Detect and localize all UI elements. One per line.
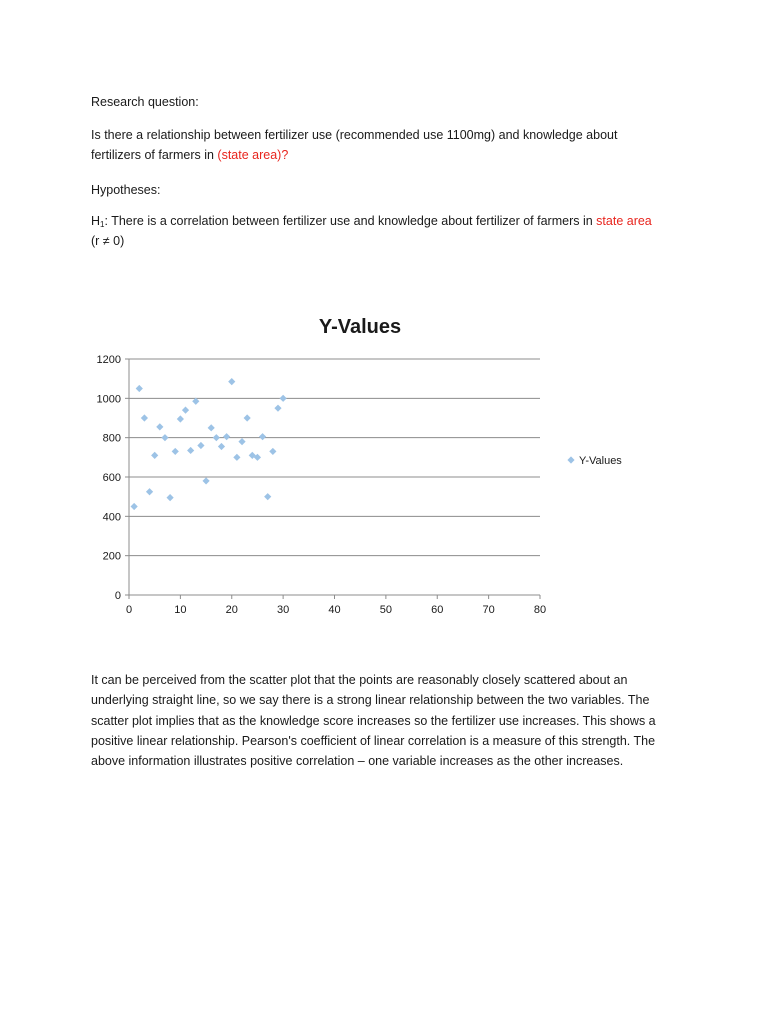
y-tick-label: 800 — [102, 432, 121, 445]
y-tick-label: 200 — [102, 550, 121, 563]
data-point — [208, 424, 215, 431]
y-axis-tick-labels — [97, 354, 121, 602]
x-tick-label: 30 — [277, 604, 290, 616]
y-tick-label: 1000 — [96, 393, 121, 406]
h1-state-area-highlight: state area — [596, 214, 652, 228]
research-question-heading-text: Research question: — [91, 95, 199, 109]
x-tick-label: 50 — [379, 604, 392, 616]
chart-axes — [125, 359, 540, 599]
data-point — [259, 433, 266, 440]
research-question-heading — [91, 92, 199, 112]
x-tick-label: 60 — [431, 604, 444, 616]
x-tick-label: 80 — [533, 604, 547, 616]
data-points — [131, 378, 287, 510]
data-point — [223, 433, 230, 440]
data-point — [161, 434, 168, 441]
data-point — [187, 447, 194, 454]
state-area-highlight: (state area)? — [217, 148, 289, 162]
analysis-line: It can be perceived from the scatter plot that the points are reasonably closely scattered about an — [91, 673, 628, 687]
y-tick-label: 1200 — [96, 354, 121, 366]
research-question-line-2 — [91, 145, 288, 165]
hypotheses-heading — [91, 180, 160, 200]
data-point — [172, 448, 179, 455]
y-tick-label: 0 — [114, 590, 121, 602]
data-point — [280, 395, 287, 402]
y-tick-label: 400 — [102, 511, 121, 524]
y-tick-label: 600 — [102, 472, 121, 484]
hypothesis-h1-line-2 — [91, 231, 124, 251]
x-tick-label: 10 — [174, 604, 187, 616]
data-point — [202, 477, 209, 484]
data-point — [238, 438, 245, 445]
data-point — [218, 443, 225, 450]
x-tick-label: 70 — [482, 604, 495, 616]
data-point — [233, 454, 240, 461]
data-point — [264, 493, 271, 500]
x-axis-tick-labels — [126, 604, 546, 616]
data-point — [274, 405, 281, 412]
h1-text: : There is a correlation between fertilizer use and knowledge about fertilizer of farmers in — [104, 214, 597, 228]
data-point — [146, 488, 153, 495]
x-tick-label: 40 — [328, 604, 341, 616]
data-point — [151, 452, 158, 459]
chart-title: Y-Values — [318, 316, 402, 338]
hypotheses-heading-text: Hypotheses: — [91, 183, 161, 197]
analysis-line: underlying straight line, so we say there is a strong linear relationship between the two variables. The — [91, 693, 650, 708]
chart-gridlines — [129, 359, 540, 556]
analysis-paragraph — [91, 670, 691, 771]
data-point — [269, 448, 276, 455]
h1-label-subscript: 1 — [100, 220, 105, 229]
data-point — [167, 494, 174, 501]
data-point — [141, 414, 148, 421]
x-tick-label: 0 — [125, 604, 133, 616]
research-question-text-2: fertilizers of farmers in — [91, 148, 218, 162]
data-point — [244, 414, 251, 421]
hypothesis-h1-line-1 — [91, 211, 652, 235]
analysis-line: scatter plot implies that as the knowledge score increases so the fertilizer use increases. This shows a — [91, 713, 656, 728]
research-question-text-1: Is there a relationship between fertilizer use (recommended use 1100mg) and knowledge about — [91, 128, 618, 142]
h1-condition: (r ≠ 0) — [91, 234, 125, 248]
data-point — [177, 415, 184, 422]
legend-series-label: Y-Values — [579, 455, 622, 467]
legend-marker-icon — [567, 456, 574, 463]
data-point — [197, 442, 204, 449]
data-point — [228, 378, 235, 385]
analysis-line: positive linear relationship. Pearson's coefficient of linear correlation is a measure of this strength. The — [91, 733, 656, 748]
data-point — [213, 434, 220, 441]
data-point — [182, 407, 189, 414]
research-question-line-1 — [91, 125, 617, 145]
data-point — [131, 503, 138, 510]
x-tick-label: 20 — [225, 604, 238, 616]
data-point — [156, 423, 163, 430]
data-point — [136, 385, 143, 392]
chart-legend — [567, 455, 622, 467]
analysis-line: above information illustrates positive correlation – one variable increases as the other increases. — [91, 754, 624, 769]
h1-label: H — [91, 214, 101, 228]
scatter-chart — [80, 300, 680, 630]
